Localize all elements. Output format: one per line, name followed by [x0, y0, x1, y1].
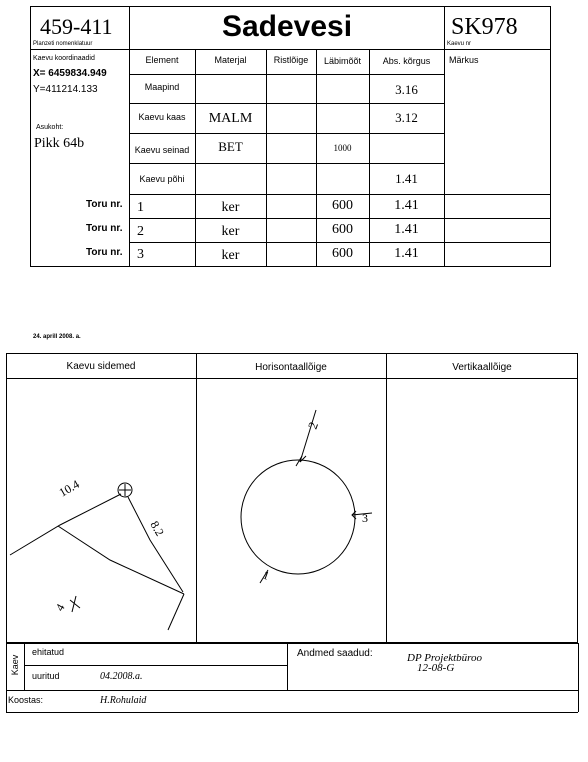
col-header-abs-height: Abs. kõrgus [382, 56, 431, 66]
connections-sketch [10, 483, 184, 630]
row-element-label: Kaevu seinad [134, 145, 190, 155]
pipe-material: ker [221, 248, 240, 263]
sketch-label: 2 [304, 419, 322, 432]
footer-right-edge [578, 643, 579, 712]
well-circle [241, 460, 355, 574]
nomenclature-label: Planzeti nomenklatuur [33, 41, 93, 47]
row-abs-value: 1.41 [395, 171, 418, 186]
page-title: Sadevesi [221, 10, 353, 43]
sketch-label: 1 [260, 567, 272, 583]
document-date: 24. aprill 2008. a. [33, 334, 81, 340]
footer-side-label: Kaev [10, 654, 20, 676]
horizontal-section-sketch [241, 410, 372, 583]
location-label: Asukoht: [36, 124, 64, 131]
pipe-number: 2 [137, 224, 144, 239]
pipe-diameter: 600 [332, 222, 353, 237]
col-header-cross-section: Ristlõige [273, 55, 309, 65]
footer-left-edge [6, 643, 7, 712]
col-header-element: Element [145, 55, 179, 65]
nomenclature-value: 459-411 [40, 14, 113, 39]
footer-divider [24, 643, 25, 690]
col-header-diameter: Läbimõõt [323, 56, 362, 66]
author-value: H.Rohulaid [100, 695, 147, 706]
row-diameter-value: 1000 [333, 143, 352, 153]
row-abs-value: 3.16 [395, 82, 418, 97]
row-element-label: Maapind [144, 82, 180, 92]
sketch-col-title: Horisontaallõige [255, 362, 327, 373]
pipe-abs: 1.41 [394, 222, 419, 237]
pipe-material: ker [221, 200, 240, 215]
pipe-label: Toru nr. [86, 247, 123, 258]
sketch-col-title: Vertikaallõige [452, 362, 512, 373]
sketch-label: 8.2 [147, 518, 168, 539]
footer-bottom-line [6, 690, 578, 691]
pipe-diameter: 600 [332, 246, 353, 261]
sketch-label: 10.4 [56, 476, 82, 500]
pipe-number: 3 [137, 247, 144, 262]
col-header-remarks: Märkus [449, 55, 479, 65]
row-abs-value: 3.12 [395, 110, 418, 125]
well-number: SK978 [451, 14, 518, 40]
pipe-material: ker [221, 224, 240, 239]
footer-end-line [6, 712, 578, 713]
well-number-label: Kaevu nr [447, 41, 472, 47]
coord-y: Y=411214.133 [33, 84, 98, 95]
pipe-diameter: 600 [332, 198, 353, 213]
footer-top-line [6, 643, 578, 644]
row-element-label: Kaevu põhi [139, 174, 185, 184]
location-value: Pikk 64b [34, 136, 85, 151]
sketch-label: 3 [362, 511, 368, 525]
col-header-material: Materjal [214, 55, 247, 65]
row-material-value: MALM [208, 111, 253, 126]
surveyed-value: 04.2008.a. [100, 671, 143, 682]
row-element-label: Kaevu kaas [138, 112, 186, 122]
data-source-label: Andmed saadud: [297, 648, 373, 659]
row-material-value: BET [218, 139, 243, 154]
coord-x: X= 6459834.949 [33, 68, 107, 79]
pipe-label: Toru nr. [86, 223, 123, 234]
sketch-label: 4 [52, 601, 68, 614]
data-source-value: DP Projektbüroo [407, 652, 483, 664]
coords-label: Kaevu koordinaadid [33, 55, 95, 62]
footer-middle-line [24, 665, 287, 666]
pipe-number: 1 [137, 200, 144, 215]
footer-divider [287, 643, 288, 690]
built-label: ehitatud [32, 647, 65, 657]
pipe-abs: 1.41 [394, 246, 419, 261]
sketch-col-title: Kaevu sidemed [66, 361, 136, 372]
author-label: Koostas: [8, 695, 44, 705]
data-source-code: 12-08-G [417, 662, 455, 674]
pipe-label: Toru nr. [86, 199, 123, 210]
pipe-abs: 1.41 [394, 198, 419, 213]
surveyed-label: uuritud [32, 671, 60, 681]
